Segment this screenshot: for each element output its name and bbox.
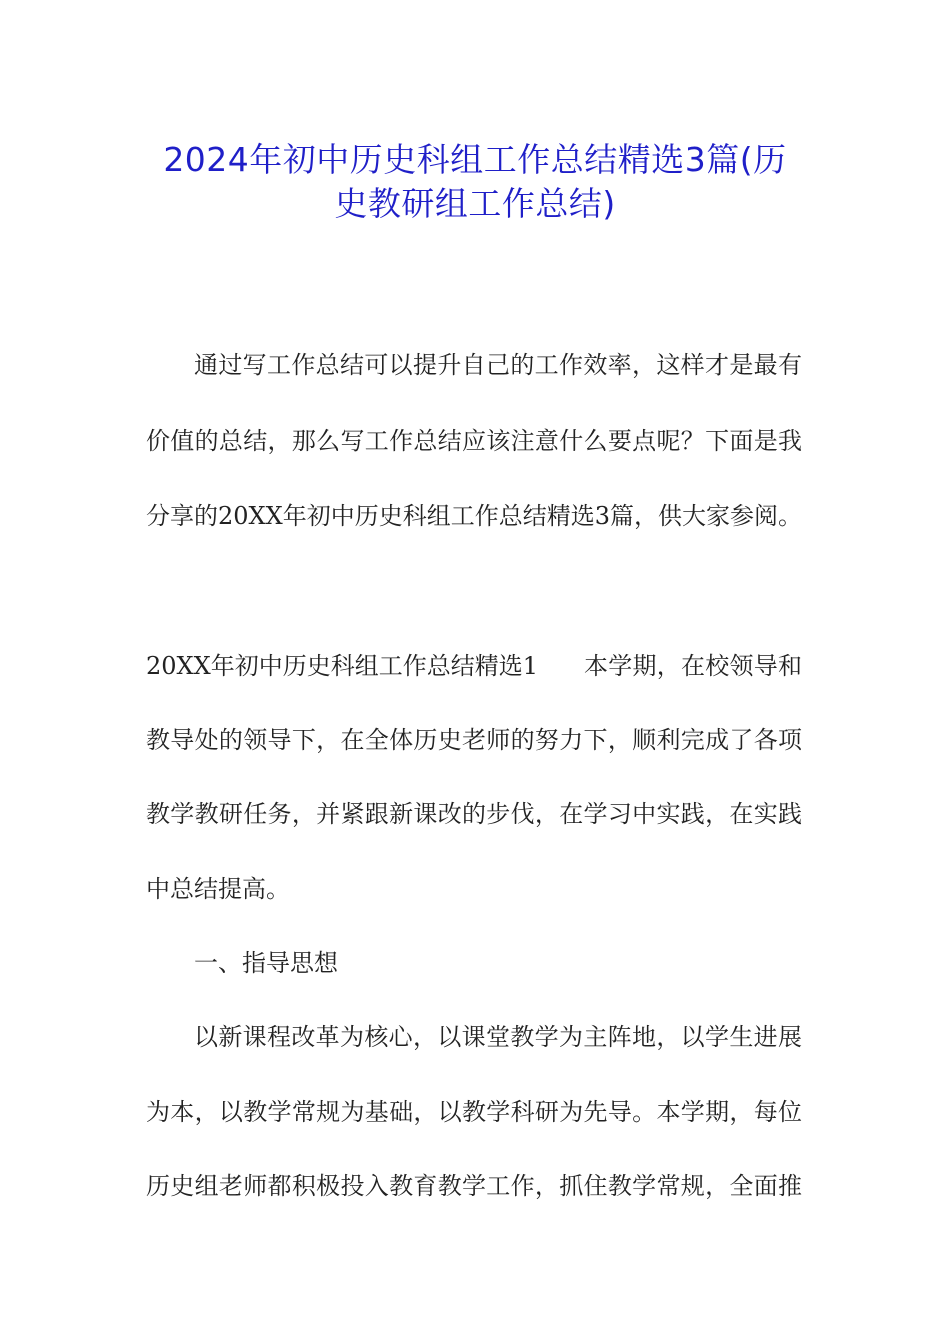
intro-line-1: 通过写工作总结可以提升自己的工作效率，这样才是最有 (194, 351, 802, 379)
section-1-heading: 20XX年初中历史科组工作总结精选1 (146, 652, 538, 680)
subheading-guiding-thought: 一、指导思想 (194, 949, 338, 977)
guiding-line-1: 以新课程改革为核心，以课堂教学为主阵地，以学生进展 (194, 1023, 802, 1051)
section-1-first-text: 本学期，在校领导和 (584, 652, 802, 680)
intro-line-3: 分享的20XX年初中历史科组工作总结精选3篇，供大家参阅。 (146, 502, 802, 530)
section-1-line-2: 教导处的领导下，在全体历史老师的努力下，顺利完成了各项 (146, 726, 802, 754)
guiding-line-3: 历史组老师都积极投入教育教学工作，抓住教学常规，全面推 (146, 1172, 802, 1200)
section-1-line-3: 教学教研任务，并紧跟新课改的步伐，在学习中实践，在实践 (146, 800, 802, 828)
section-1-line-4: 中总结提高。 (146, 875, 290, 903)
guiding-line-2: 为本，以教学常规为基础，以教学科研为先导。本学期，每位 (146, 1098, 802, 1126)
document-title-line-2: 史教研组工作总结) (334, 184, 616, 223)
document-title-line-1: 2024年初中历史科组工作总结精选3篇(历 (163, 140, 787, 179)
intro-line-2: 价值的总结，那么写工作总结应该注意什么要点呢？下面是我 (146, 427, 802, 455)
